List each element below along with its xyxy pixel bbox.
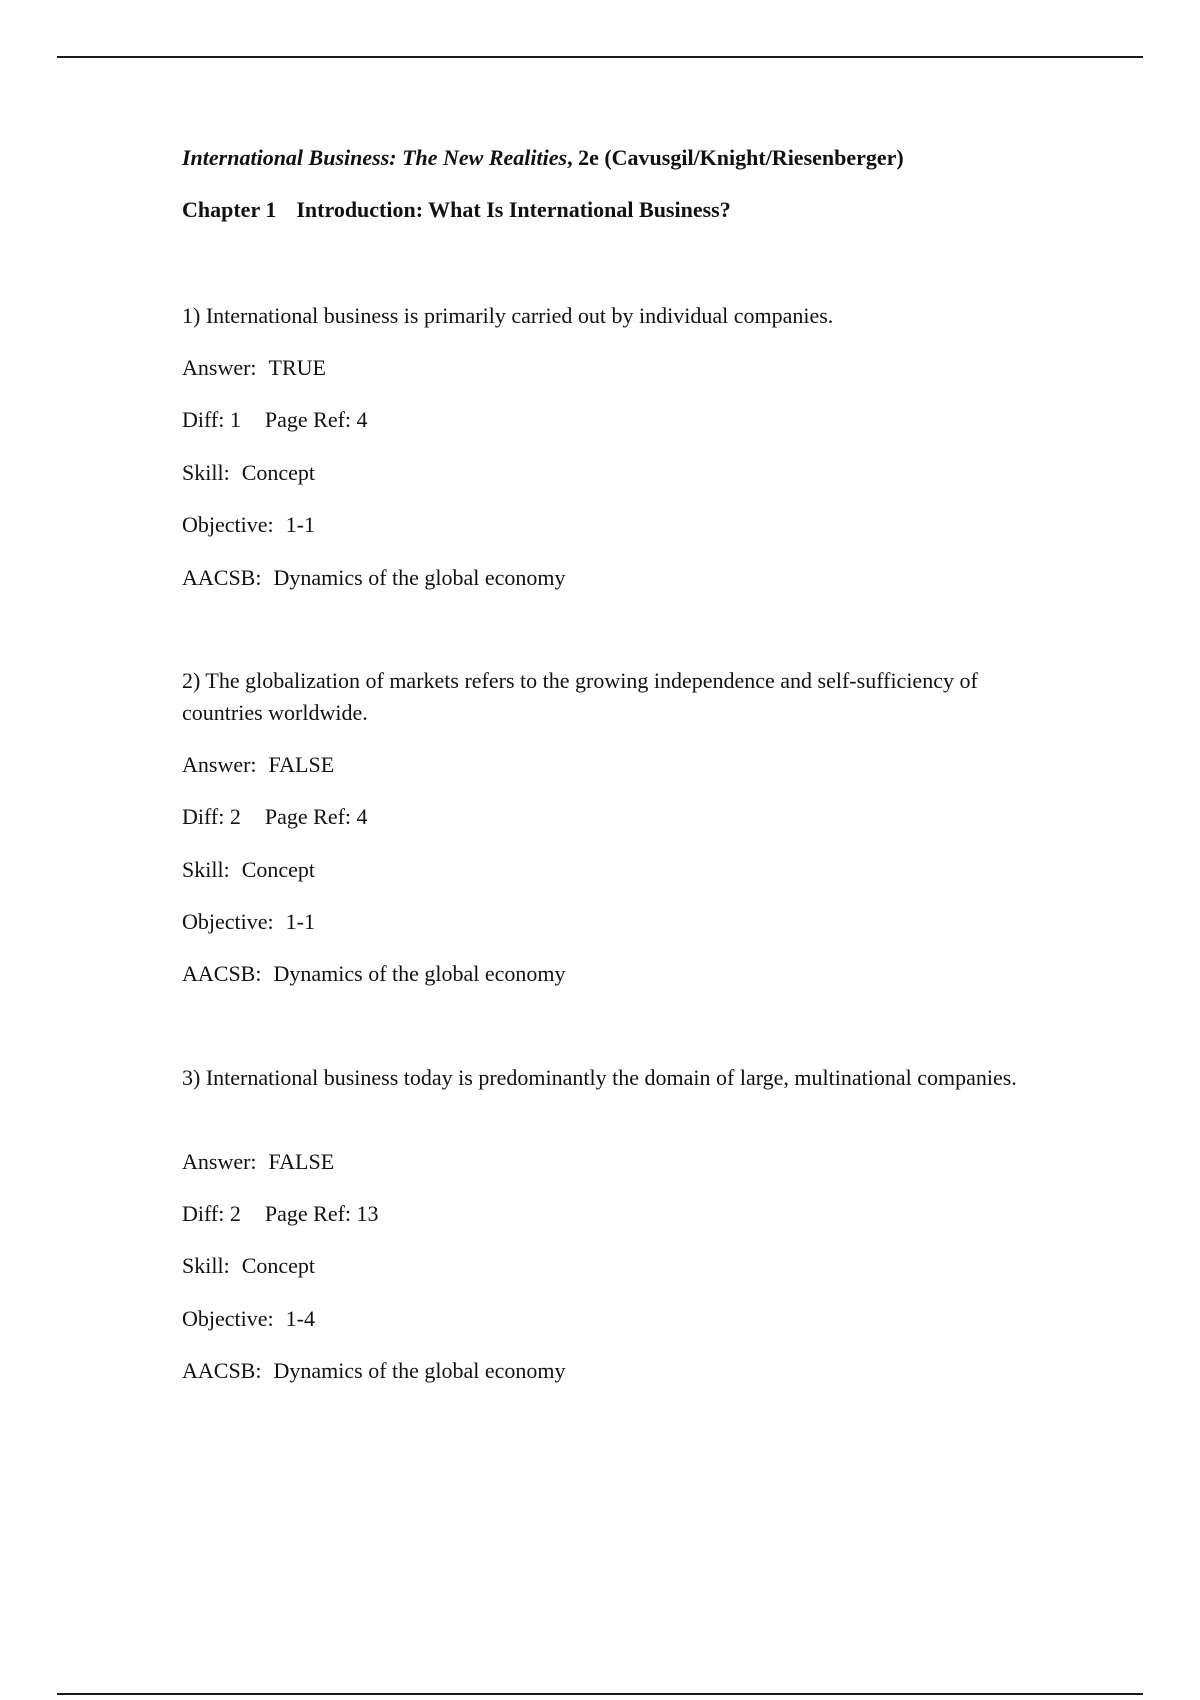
book-title: International Business: The New Realities <box>182 145 568 170</box>
document-title <box>182 145 904 171</box>
top-divider <box>57 56 1143 58</box>
aacsb-label: AACSB: <box>182 565 262 590</box>
skill-value: Concept <box>241 460 316 485</box>
objective-line <box>182 1303 315 1335</box>
skill-line <box>182 457 315 489</box>
book-edition-authors: , 2e (Cavusgil/Knight/Riesenberger) <box>567 145 904 170</box>
page-ref-value: 4 <box>356 804 368 829</box>
answer-line <box>182 352 326 384</box>
chapter-heading <box>182 197 731 223</box>
objective-value: 1-1 <box>285 909 315 934</box>
skill-label: Skill: <box>182 1253 230 1278</box>
page-ref-label: Page Ref: <box>264 804 352 829</box>
skill-label: Skill: <box>182 460 230 485</box>
aacsb-value: Dynamics of the global economy <box>273 961 566 986</box>
question-3 <box>182 1062 1062 1383</box>
aacsb-line <box>182 958 566 990</box>
diff-line <box>182 1198 379 1230</box>
aacsb-label: AACSB: <box>182 1358 262 1383</box>
aacsb-value: Dynamics of the global economy <box>273 565 566 590</box>
chapter-title: Introduction: What Is International Business? <box>296 197 731 222</box>
question-2 <box>182 665 1062 986</box>
diff-value: 1 <box>229 407 241 432</box>
aacsb-label: AACSB: <box>182 961 262 986</box>
diff-line <box>182 801 368 833</box>
aacsb-line <box>182 1355 566 1387</box>
aacsb-value: Dynamics of the global economy <box>273 1358 566 1383</box>
objective-label: Objective: <box>182 1306 274 1331</box>
answer-label: Answer: <box>182 1149 257 1174</box>
objective-line <box>182 906 315 938</box>
question-text: 1) International business is primarily carried out by individual companies. <box>182 303 834 328</box>
diff-value: 2 <box>229 804 241 829</box>
answer-line <box>182 1146 334 1178</box>
diff-value: 2 <box>229 1201 241 1226</box>
skill-line <box>182 1250 315 1282</box>
objective-line <box>182 509 315 541</box>
bottom-divider <box>57 1693 1143 1695</box>
page-ref-value: 4 <box>356 407 368 432</box>
skill-value: Concept <box>241 857 316 882</box>
answer-label: Answer: <box>182 355 257 380</box>
skill-value: Concept <box>241 1253 316 1278</box>
diff-label: Diff: <box>182 1201 225 1226</box>
skill-label: Skill: <box>182 857 230 882</box>
question-text: 2) The globalization of markets refers to the growing independence and self-sufficiency of countries worldwide. <box>182 668 978 725</box>
answer-value: FALSE <box>268 752 335 777</box>
aacsb-line <box>182 562 566 594</box>
answer-value: TRUE <box>268 355 326 380</box>
chapter-label: Chapter 1 <box>182 197 277 222</box>
answer-value: FALSE <box>268 1149 335 1174</box>
objective-value: 1-1 <box>285 512 315 537</box>
page-ref-label: Page Ref: <box>264 407 352 432</box>
answer-line <box>182 749 334 781</box>
objective-value: 1-4 <box>285 1306 315 1331</box>
objective-label: Objective: <box>182 512 274 537</box>
diff-line <box>182 404 368 436</box>
diff-label: Diff: <box>182 407 225 432</box>
page-ref-label: Page Ref: <box>264 1201 352 1226</box>
page-ref-value: 13 <box>356 1201 379 1226</box>
question-text: 3) International business today is predominantly the domain of large, multinational companies. <box>182 1065 1017 1090</box>
question-1 <box>182 300 1062 590</box>
objective-label: Objective: <box>182 909 274 934</box>
diff-label: Diff: <box>182 804 225 829</box>
answer-label: Answer: <box>182 752 257 777</box>
skill-line <box>182 854 315 886</box>
